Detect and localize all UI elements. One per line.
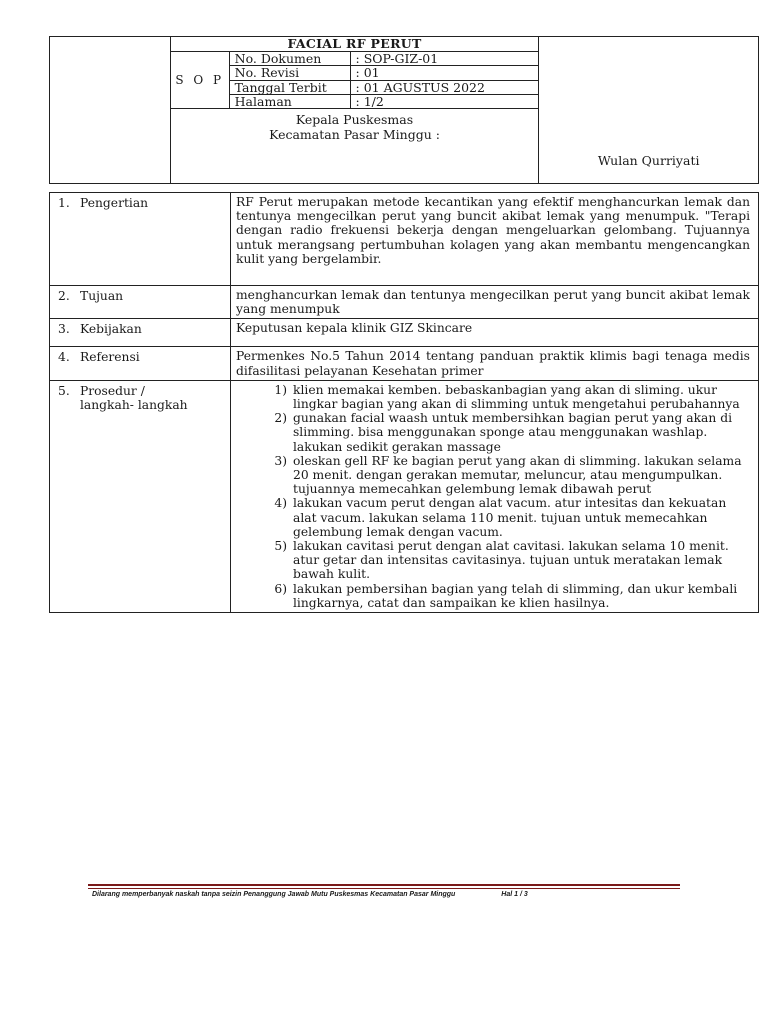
list-item — [236, 383, 750, 411]
field-value-tanggal-terbit: : 01 AGUSTUS 2022 — [350, 80, 539, 94]
field-value-halaman: : 1/2 — [350, 94, 539, 108]
field-label-no-dokumen: No. Dokumen — [229, 52, 350, 66]
step-text: lakukan pembersihan bagian yang telah di slimming, dan ukur kembali lingkarnya, catat dan sampaikan ke klien hasilnya. — [293, 581, 738, 610]
field-value-no-dokumen: : SOP-GIZ-01 — [350, 52, 539, 66]
step-number: 4) — [274, 496, 287, 511]
step-number: 1) — [274, 382, 287, 397]
row-label: Kebijakan — [80, 322, 142, 337]
row-label: Referensi — [80, 350, 140, 365]
row-prosedur — [50, 380, 759, 612]
row-label-continued: langkah- langkah — [80, 398, 188, 413]
step-number: 6) — [274, 581, 287, 596]
step-text: lakukan cavitasi perut dengan alat cavitasi. lakukan selama 10 menit. atur getar dan intensitas cavitasinya. tujuan untuk meratakan lemak bawah kulit. — [293, 539, 729, 582]
row-label: Tujuan — [80, 289, 124, 303]
label-cell — [50, 286, 231, 319]
prosedur-steps — [236, 383, 750, 610]
step-text: lakukan vacum perut dengan alat vacum. atur intesitas dan kekuatan alat vacum. lakukan selama 110 menit. tujuan untuk memecahkan gelembung lemak dengan vacum. — [293, 496, 727, 539]
row-number: 4. — [58, 350, 70, 365]
tujuan-text: menghancurkan lemak dan tentunya mengecilkan perut yang buncit akibat lemak yang menumpuk — [231, 286, 759, 319]
row-number: 1. — [58, 196, 70, 210]
kebijakan-text: Keputusan kepala klinik GIZ Skincare — [231, 319, 759, 347]
footer-text-row — [88, 891, 680, 898]
sop-label: S O P — [170, 52, 229, 109]
row-number: 5. — [58, 383, 70, 398]
referensi-text: Permenkes No.5 Tahun 2014 tentang panduan praktik klimis bagi tenaga medis difasilitasi pelayanan Kesehatan primer — [231, 347, 759, 380]
step-number: 3) — [274, 453, 287, 468]
step-text: gunakan facial waash untuk membersihkan bagian perut yang akan di slimming. bisa menggunakan sponge atau menggunakan washlap. lakukan sedikit gerakan massage — [293, 411, 733, 454]
row-label: Pengertian — [80, 196, 149, 210]
label-cell — [50, 347, 231, 380]
row-pengertian — [50, 193, 759, 286]
row-kebijakan — [50, 319, 759, 347]
row-number: 2. — [58, 289, 70, 303]
logo-cell — [50, 37, 171, 184]
field-value-no-revisi: : 01 — [350, 66, 539, 80]
kepala-line-2: Kecamatan Pasar Minggu : — [269, 127, 440, 142]
sop-header-table — [49, 36, 759, 184]
field-label-halaman: Halaman — [229, 94, 350, 108]
list-item — [236, 582, 750, 610]
label-cell — [50, 193, 231, 286]
signatory-cell — [539, 37, 759, 184]
sop-content-table — [49, 192, 759, 613]
row-number: 3. — [58, 322, 70, 337]
step-text: klien memakai kemben. bebaskanbagian yang akan di sliming. ukur lingkar bagian yang akan di slimming untuk mengetahui perubahannya — [293, 382, 740, 412]
row-tujuan — [50, 286, 759, 319]
list-item — [236, 539, 750, 582]
step-text: oleskan gell RF ke bagian perut yang akan di slimming. lakukan selama 20 menit. dengan gerakan memutar, meluncur, atau mengumpulkan. tujuannya memecahkan gelembung lemak dibawah perut — [293, 453, 742, 497]
list-item — [236, 496, 750, 539]
pengertian-text: RF Perut merupakan metode kecantikan yang efektif menghancurkan lemak dan tentunya mengecilkan perut yang buncit akibat lemak yang menumpuk. "Terapi dengan radio frekuensi bekerja dengan mengeluarkan gelombang. Tujuannya untuk merangsang pertumbuhan kolagen yang akan membantu mengencangkan kulit yang bergelambir. — [231, 193, 759, 286]
label-cell — [50, 319, 231, 347]
step-number: 5) — [274, 539, 287, 554]
footer-page-number: Hal 1 / 3 — [501, 891, 528, 898]
page-footer — [88, 884, 680, 898]
list-item — [236, 454, 750, 497]
footer-rule-thin — [88, 888, 680, 889]
footer-rule — [88, 884, 680, 886]
document-title: FACIAL RF PERUT — [170, 37, 539, 52]
signatory-name: Wulan Qurriyati — [597, 153, 700, 168]
kepala-puskesmas-cell — [170, 109, 539, 184]
label-cell — [50, 380, 231, 612]
kepala-line-1: Kepala Puskesmas — [295, 112, 414, 127]
prosedur-steps-cell — [231, 380, 759, 612]
footer-notice: Dilarang memperbanyak naskah tanpa seizin Penanggung Jawab Mutu Puskesmas Kecamatan Pasar Minggu — [92, 891, 456, 898]
field-label-tanggal-terbit: Tanggal Terbit — [229, 80, 350, 94]
list-item — [236, 411, 750, 454]
step-number: 2) — [274, 411, 287, 426]
field-label-no-revisi: No. Revisi — [229, 66, 350, 80]
row-referensi — [50, 347, 759, 380]
row-label: Prosedur / — [80, 383, 145, 398]
